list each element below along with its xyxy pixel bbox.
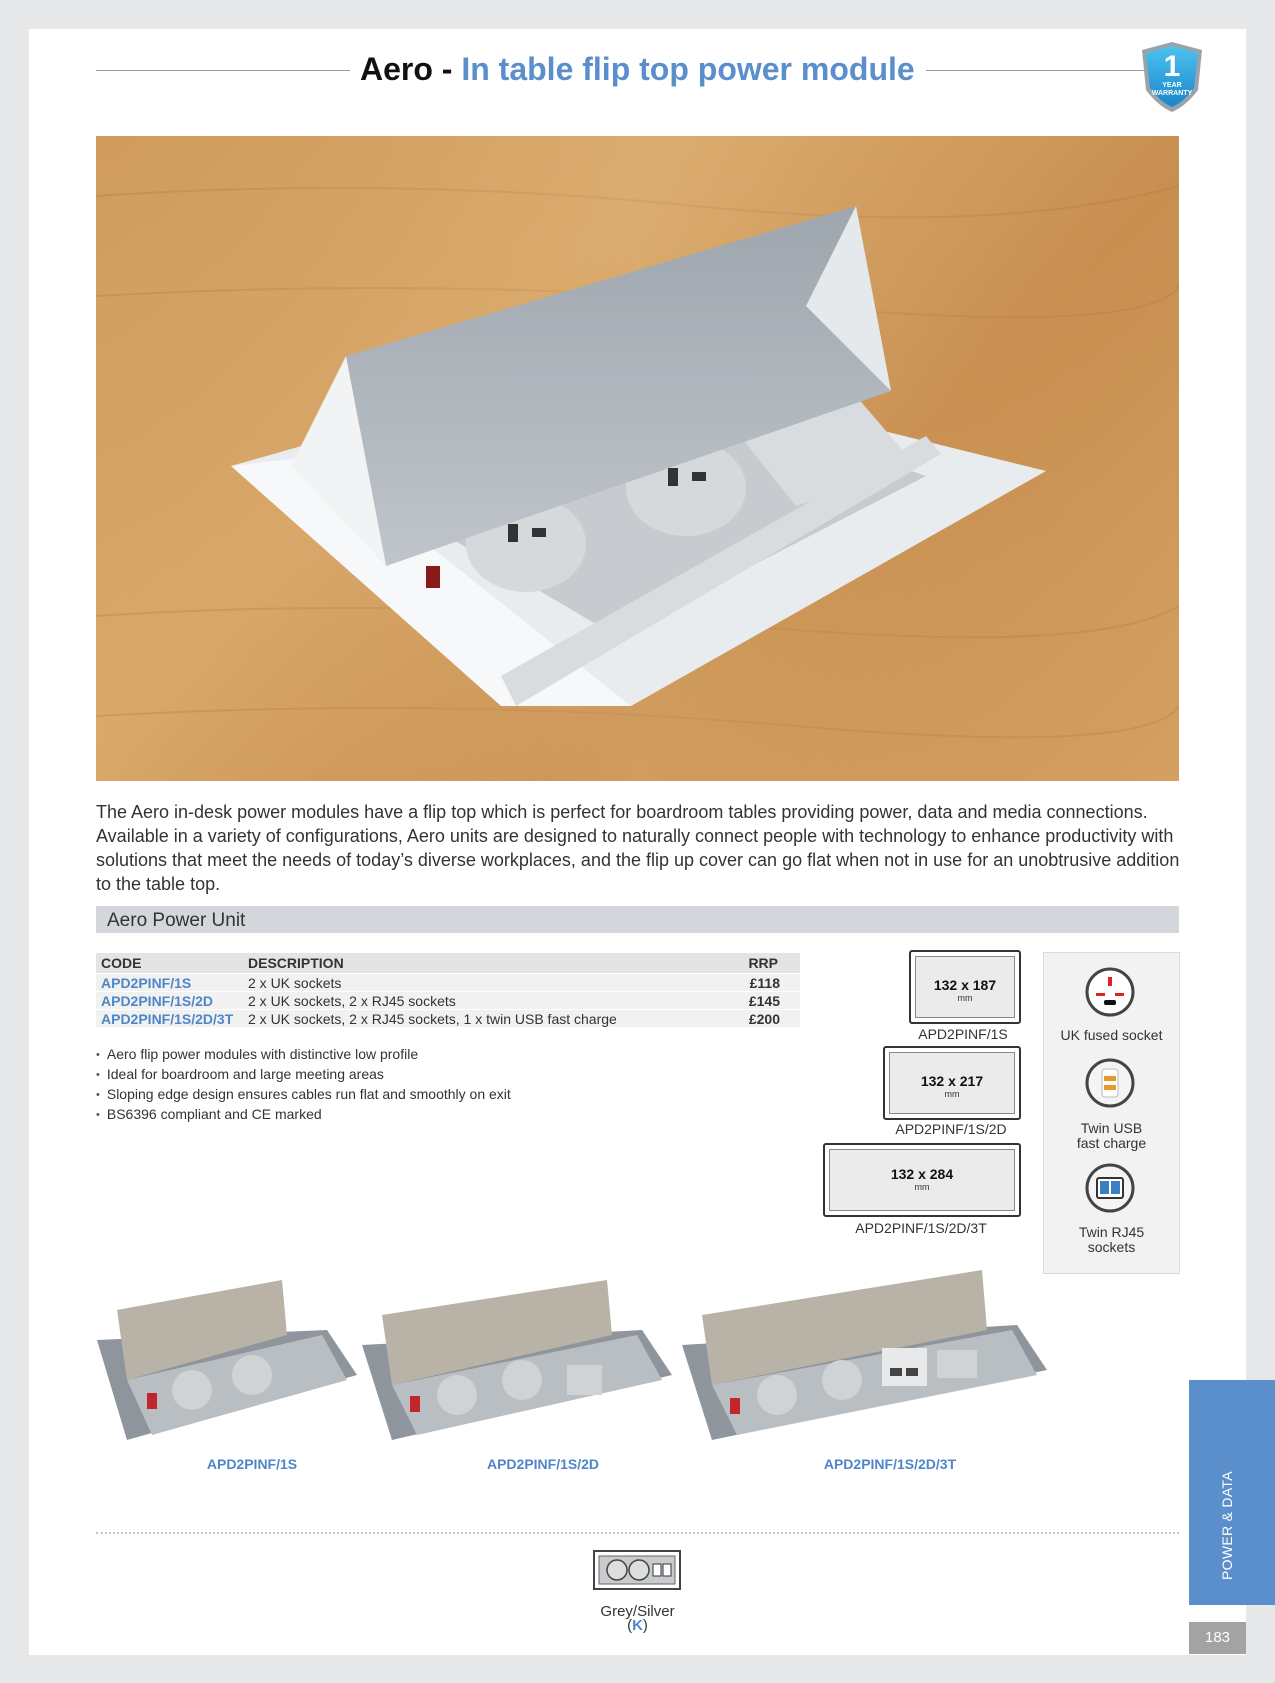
colour-code-close: )	[642, 1617, 648, 1634]
dimension-box-1s-2d-3t	[823, 1143, 1021, 1217]
row-code: APD2PINF/1S	[96, 974, 243, 992]
row-rrp: £118	[709, 974, 800, 992]
section-header	[96, 906, 1179, 933]
product-label: APD2PINF/1S	[206, 1456, 298, 1472]
feature-list	[96, 1045, 511, 1125]
warranty-text: WARRANTY	[1151, 90, 1193, 97]
dotted-divider	[96, 1532, 1179, 1534]
colour-code: K	[632, 1617, 643, 1634]
intro-paragraph: The Aero in-desk power modules have a flip top which is perfect for boardroom tables providing power, data and media connections. Available in a variety of configurations, Aero units are designed to naturally connect people with technology to enhance productivity with solutions that meet the needs of today’s diverse workplaces, and the flip up cover can go flat when not in use for an unobtrusive addition to the table top.	[96, 802, 1180, 894]
table-row	[96, 992, 800, 1010]
feature-item: • Aero flip power modules with distinctive low profile	[96, 1045, 511, 1065]
row-code: APD2PINF/1S/2D/3T	[96, 1010, 243, 1028]
usb-label-line2: fast charge	[1076, 1135, 1147, 1151]
product-image-1s-2d-3t	[682, 1270, 1047, 1455]
row-description: 2 x UK sockets, 2 x RJ45 sockets, 1 x twin USB fast charge	[243, 1010, 709, 1028]
title-tagline: In table flip top power module	[461, 51, 915, 87]
page-title	[360, 51, 915, 88]
rj45-socket-icon	[1085, 1163, 1135, 1213]
section-side-tab	[1189, 1380, 1275, 1605]
title-rule-right	[926, 70, 1148, 71]
uk-socket-label: UK fused socket	[1060, 1027, 1163, 1043]
rj45-socket-label	[1044, 1225, 1179, 1255]
aero-module-illustration	[96, 136, 1179, 781]
section-title: Aero Power Unit	[107, 910, 246, 931]
dimension-unit: mm	[957, 993, 973, 1003]
title-rule-left	[96, 70, 350, 71]
warranty-number: 1	[1163, 50, 1181, 83]
table-row	[96, 1010, 800, 1028]
colour-code-open: (	[627, 1617, 633, 1634]
dimension-unit: mm	[944, 1089, 960, 1099]
dimension-unit: mm	[914, 1182, 930, 1192]
table-header-row	[96, 953, 800, 974]
dimension-value: 132 x 187	[933, 977, 997, 993]
hero-product-image	[96, 136, 1179, 781]
page-number-badge	[1189, 1622, 1246, 1654]
product-image-1s-2d	[362, 1280, 672, 1455]
warranty-year: YEAR	[1162, 82, 1182, 89]
col-code: CODE	[96, 953, 243, 974]
row-description: 2 x UK sockets, 2 x RJ45 sockets	[243, 992, 709, 1010]
product-table	[96, 953, 800, 1027]
product-label: APD2PINF/1S/2D	[486, 1456, 600, 1472]
dimension-value: 132 x 217	[920, 1073, 984, 1089]
page-header	[96, 48, 1156, 94]
feature-item: • Ideal for boardroom and large meeting areas	[96, 1065, 511, 1085]
product-label: APD2PINF/1S/2D/3T	[823, 1456, 957, 1472]
colour-swatch-icon	[593, 1550, 681, 1590]
feature-item: • BS6396 compliant and CE marked	[96, 1105, 511, 1125]
colour-label	[560, 1605, 715, 1633]
usb-charge-label	[1044, 1121, 1179, 1151]
usb-label-line1: Twin USB	[1080, 1120, 1143, 1136]
feature-icons-panel	[1043, 952, 1180, 1274]
col-rrp: RRP	[709, 953, 800, 974]
side-tab-label: POWER & DATA	[1219, 1471, 1235, 1580]
dimension-label: APD2PINF/1S	[918, 1026, 1008, 1042]
warranty-badge-icon	[1138, 40, 1206, 114]
dimension-box-1s	[909, 950, 1021, 1024]
dimension-label: APD2PINF/1S/2D/3T	[855, 1220, 987, 1236]
col-description: DESCRIPTION	[243, 953, 709, 974]
dimension-label: APD2PINF/1S/2D	[895, 1121, 1007, 1137]
dimension-value: 132 x 284	[890, 1166, 954, 1182]
rj45-label-line1: Twin RJ45	[1078, 1224, 1145, 1240]
dimension-box-1s-2d	[883, 1046, 1021, 1120]
page-number: 183	[1204, 1629, 1231, 1646]
row-description: 2 x UK sockets	[243, 974, 709, 992]
row-rrp: £200	[709, 1010, 800, 1028]
row-rrp: £145	[709, 992, 800, 1010]
product-image-1s	[97, 1280, 357, 1455]
title-product: Aero -	[360, 51, 453, 87]
uk-socket-icon	[1085, 967, 1135, 1017]
usb-charge-icon	[1085, 1058, 1135, 1108]
rj45-label-line2: sockets	[1087, 1239, 1136, 1255]
row-code: APD2PINF/1S/2D	[96, 992, 243, 1010]
feature-item: • Sloping edge design ensures cables run flat and smoothly on exit	[96, 1085, 511, 1105]
table-row	[96, 974, 800, 992]
colour-name: Grey/Silver	[600, 1603, 675, 1620]
